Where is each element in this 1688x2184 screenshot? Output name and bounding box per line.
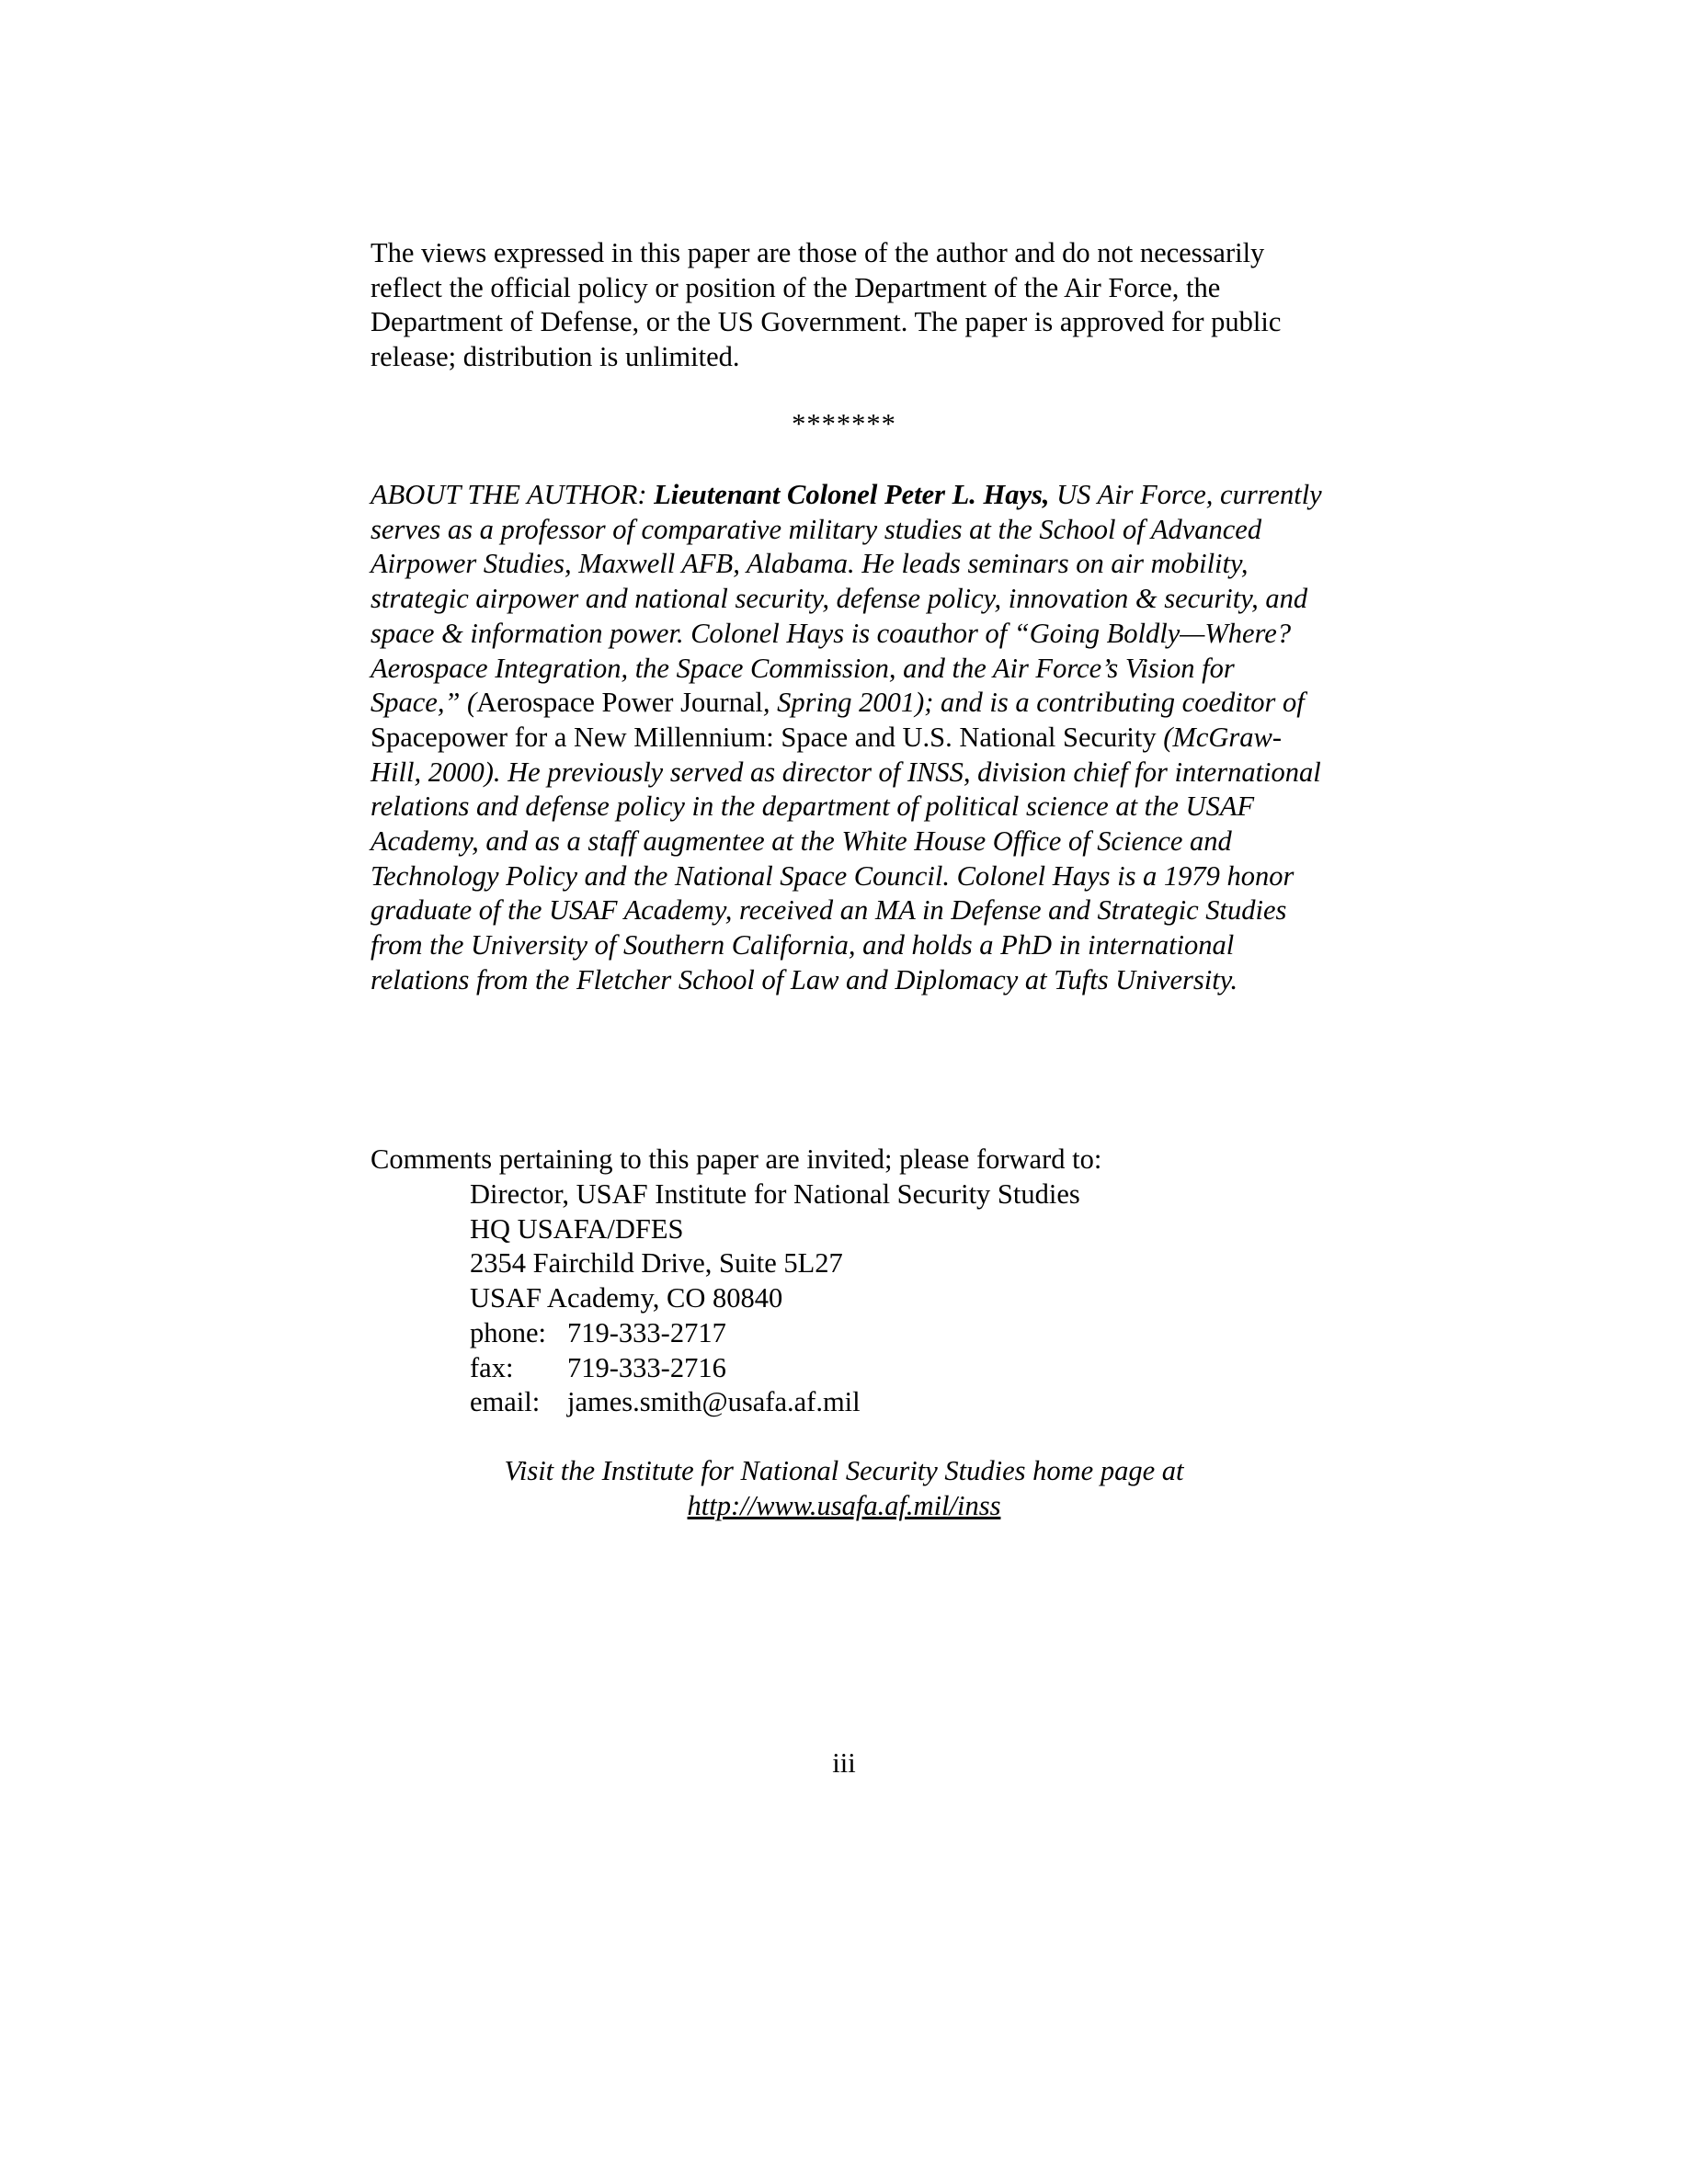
book-title: Spacepower for a New Millennium: Space and U.S. National Security (371, 721, 1157, 753)
about-author-paragraph (371, 478, 1327, 998)
phone-label: phone: (470, 1316, 547, 1348)
disclaimer-paragraph (371, 236, 1327, 375)
email-row (470, 1385, 1297, 1420)
about-text-2: , Spring 2001); and is a contributing coeditor of (762, 687, 1305, 719)
email-label: email: (470, 1386, 541, 1418)
mailing-address (470, 1177, 1297, 1420)
disclaimer-text: The views expressed in this paper are those of the author and do not necessarily reflect the official policy or position of the Department of the Air Force, the Department of Defense, or the US Government. The paper is approved for public release; distribution is unlimited. (371, 237, 1282, 373)
visit-text: Visit the Institute for National Security Studies home page at (504, 1455, 1184, 1486)
comments-intro: Comments pertaining to this paper are invited; please forward to: (371, 1143, 1102, 1175)
address-line-4: USAF Academy, CO 80840 (470, 1282, 783, 1314)
about-text-1: US Air Force, currently serves as a professor of comparative military studies at the School of Advanced Airpower Studies, Maxwell AFB, Alabama. He leads seminars on air mobility, strategic airpower and national security, defense policy, innovation & security, and space & information power. Colonel Hays is coauthor of “Going Boldly—Where? Aerospace Integration, the Space Commission, and the Air Force’s Vision for Space,” ( (371, 479, 1322, 719)
about-text-3: (McGraw-Hill, 2000). He previously served as director of INSS, division chief for international relations and defense policy in the department of political science at the USAF Academy, and as a staff augmentee at the White House Office of Science and Technology Policy and the National Space Council. Colonel Hays is a 1979 honor graduate of the USAF Academy, received an MA in Defense and Strategic Studies from the University of Southern California, and holds a PhD in international relations from the Fletcher School of Law and Diplomacy at Tufts University. (371, 721, 1321, 995)
author-name: Lieutenant Colonel Peter L. Hays, (654, 479, 1050, 510)
visit-note (0, 1454, 1688, 1523)
address-line-3: 2354 Fairchild Drive, Suite 5L27 (470, 1247, 843, 1280)
phone-row (470, 1316, 1297, 1351)
address-line-2: HQ USAFA/DFES (470, 1212, 684, 1245)
fax-number: 719-333-2716 (567, 1351, 726, 1383)
address-line-1: Director, USAF Institute for National Security Studies (470, 1178, 1080, 1210)
email-address[interactable]: james.smith@usafa.af.mil (567, 1386, 861, 1418)
section-separator: ******* (792, 408, 896, 439)
about-lead: ABOUT THE AUTHOR: (371, 479, 655, 510)
journal-title: Aerospace Power Journal (476, 687, 763, 719)
homepage-link[interactable]: http://www.usafa.af.mil/inss (687, 1489, 1001, 1521)
phone-number: 719-333-2717 (567, 1316, 726, 1348)
fax-row (470, 1351, 1297, 1386)
fax-label: fax: (470, 1351, 514, 1383)
page-number: iii (832, 1747, 856, 1779)
